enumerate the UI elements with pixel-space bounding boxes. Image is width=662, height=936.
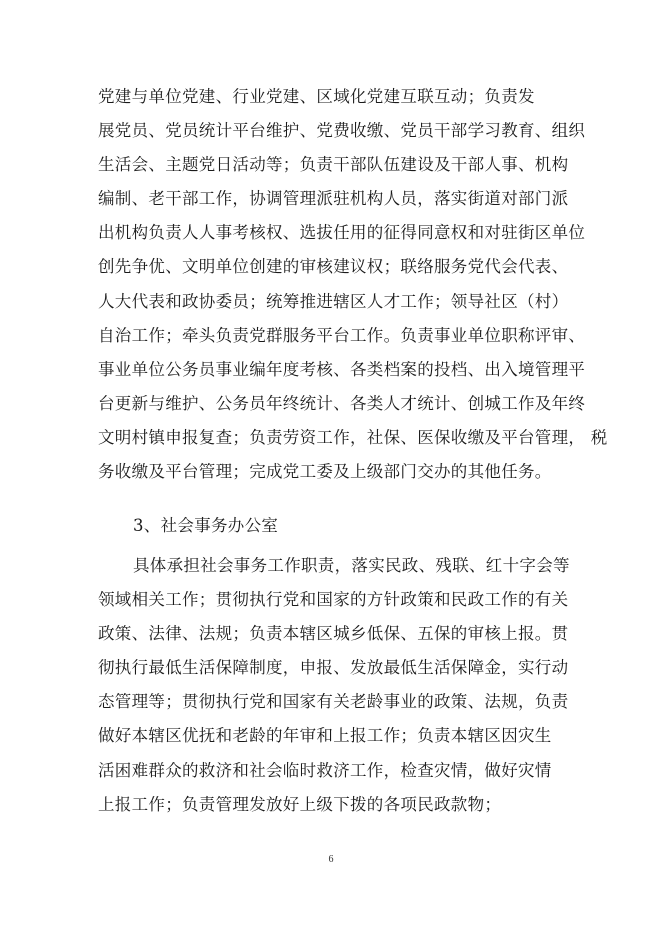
paragraph-line: 上报工作；负责管理发放好上级下拨的各项民政款物； (98, 794, 502, 814)
paragraph-line: 政策、法律、法规；负责本辖区城乡低保、五保的审核上报。贯 (98, 624, 569, 644)
paragraph-line: 彻执行最低生活保障制度，申报、发放最低生活保障金，实行动 (98, 658, 569, 678)
page-number: 6 (328, 854, 334, 865)
paragraph-line: 编制、老干部工作，协调管理派驻机构人员，落实街道对部门派 (98, 189, 569, 209)
paragraph-line: 自治工作；牵头负责党群服务平台工作。负责事业单位职称评审、 (98, 325, 586, 345)
paragraph-line: 生活会、主题党日活动等；负责干部队伍建设及干部人事、机构 (98, 155, 569, 175)
section-2-continued-paragraph (98, 80, 608, 489)
paragraph-line: 事业单位公务员事业编年度考核、各类档案的投档、出入境管理平 (98, 359, 586, 379)
paragraph-line: 领域相关工作；贯彻执行党和国家的方针政策和民政工作的有关 (98, 590, 569, 610)
paragraph-line: 党建与单位党建、行业党建、区域化党建互联互动；负责发 (98, 87, 535, 106)
paragraph-line: 活困难群众的救济和社会临时救济工作，检查灾情，做好灾情 (98, 760, 552, 780)
paragraph-line: 做好本辖区优抚和老龄的年审和上报工作；负责本辖区因灾生 (98, 726, 552, 746)
paragraph-line: 文明村镇申报复查；负责劳资工作，社保、医保收缴及平台管理， 税 (98, 427, 608, 447)
paragraph-line: 态管理等；贯彻执行党和国家有关老龄事业的政策、法规，负责 (98, 692, 569, 712)
paragraph-line: 务收缴及平台管理；完成党工委及上级部门交办的其他任务。 (98, 462, 552, 482)
section-3-heading: 3、社会事务办公室 (133, 516, 279, 535)
paragraph-line: 创先争优、文明单位创建的审核建议权；联络服务党代会代表、 (98, 257, 569, 277)
paragraph-line: 具体承担社会事务工作职责，落实民政、残联、红十字会等 (133, 556, 570, 575)
paragraph-line: 人大代表和政协委员；统筹推进辖区人才工作；领导社区（村） (98, 291, 569, 311)
section-3-paragraph (98, 549, 568, 822)
paragraph-line: 展党员、党员统计平台维护、党费收缴、党员干部学习教育、组织 (98, 121, 586, 141)
paragraph-line: 出机构负责人人事考核权、选拔任用的征得同意权和对驻街区单位 (98, 223, 586, 243)
paragraph-line: 台更新与维护、公务员年终统计、各类人才统计、创城工作及年终 (98, 393, 586, 413)
